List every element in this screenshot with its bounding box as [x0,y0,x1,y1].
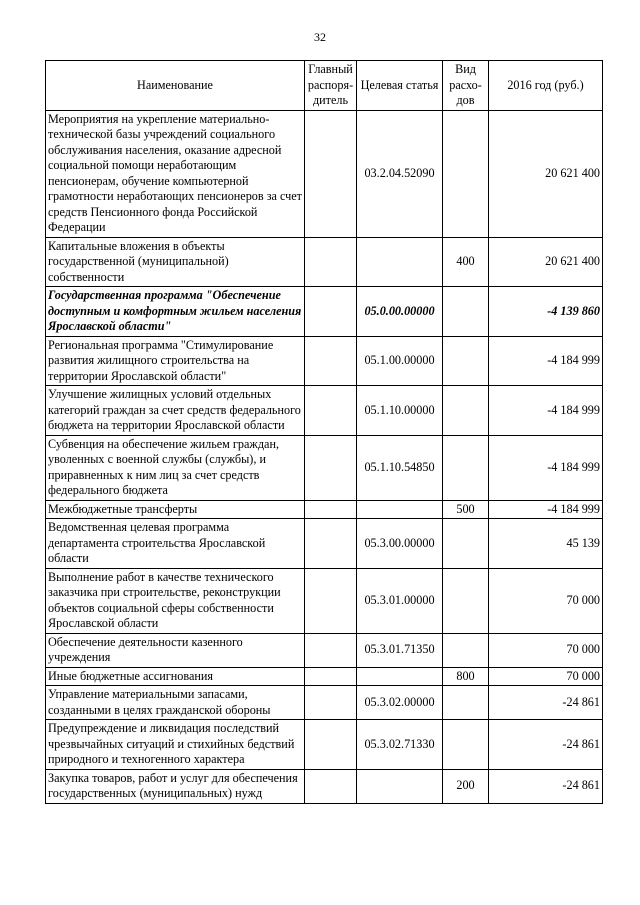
page-number: 32 [314,30,326,44]
cell-name: Межбюджетные трансферты [46,500,305,519]
cell-name: Управление материальными запасами, созданными в целях гражданской обороны [46,686,305,720]
cell-target: 05.1.00.00000 [357,336,443,386]
cell-amount: 20 621 400 [489,237,603,287]
cell-manager [305,686,357,720]
table-row [46,435,603,500]
table-row [46,500,603,519]
cell-type [443,435,489,500]
cell-target: 05.1.10.00000 [357,386,443,436]
cell-target: 05.0.00.00000 [357,287,443,337]
cell-amount: 20 621 400 [489,110,603,237]
cell-manager [305,667,357,686]
cell-manager [305,519,357,569]
cell-type [443,720,489,770]
table-row [46,686,603,720]
cell-amount: 70 000 [489,633,603,667]
cell-name: Субвенция на обеспечение жильем граждан, уволенных с военной службы (службы), и приравненных к ним лиц за счет средств федерального бюджета [46,435,305,500]
table-row [46,519,603,569]
cell-target: 03.2.04.52090 [357,110,443,237]
cell-target: 05.3.00.00000 [357,519,443,569]
table-body [46,110,603,803]
header-amount: 2016 год (руб.) [489,61,603,111]
cell-type: 200 [443,769,489,803]
cell-amount: -4 184 999 [489,386,603,436]
cell-amount: -4 184 999 [489,500,603,519]
cell-name: Капитальные вложения в объекты государственной (муниципальной) собственности [46,237,305,287]
cell-name: Мероприятия на укрепление материально-технической базы учреждений социального обслуживания населения, оказание адресной социальной помощи неработающим пенсионерам, обучение компьютерной грамотности неработающих пенсионеров за счет средств Пенсионного фонда Российской Федерации [46,110,305,237]
table-row [46,237,603,287]
cell-manager [305,500,357,519]
table-row [46,568,603,633]
header-type: Вид расхо-дов [443,61,489,111]
table-row [46,336,603,386]
cell-manager [305,769,357,803]
cell-target [357,500,443,519]
cell-manager [305,237,357,287]
table-header-row [46,61,603,111]
cell-name: Предупреждение и ликвидация последствий чрезвычайных ситуаций и стихийных бедствий природного и техногенного характера [46,720,305,770]
cell-manager [305,720,357,770]
cell-type: 800 [443,667,489,686]
table-row [46,386,603,436]
table-row [46,110,603,237]
cell-amount: 45 139 [489,519,603,569]
cell-target: 05.3.02.00000 [357,686,443,720]
cell-name: Закупка товаров, работ и услуг для обеспечения государственных (муниципальных) нужд [46,769,305,803]
cell-manager [305,336,357,386]
table-row [46,287,603,337]
cell-name: Ведомственная целевая программа департамента строительства Ярославской области [46,519,305,569]
cell-name: Обеспечение деятельности казенного учреждения [46,633,305,667]
cell-manager [305,568,357,633]
cell-amount: -4 184 999 [489,336,603,386]
budget-table [45,60,603,804]
cell-type [443,633,489,667]
table-row [46,720,603,770]
cell-name: Государственная программа "Обеспечение доступным и комфортным жильем населения Ярославской области" [46,287,305,337]
cell-amount: 70 000 [489,667,603,686]
cell-manager [305,435,357,500]
cell-target [357,769,443,803]
cell-type [443,336,489,386]
table-row [46,633,603,667]
table-row [46,769,603,803]
cell-target: 05.1.10.54850 [357,435,443,500]
cell-type [443,287,489,337]
cell-type: 500 [443,500,489,519]
cell-target: 05.3.02.71330 [357,720,443,770]
cell-name: Выполнение работ в качестве технического заказчика при строительстве, реконструкции объектов социальной сферы собственности Ярославской области [46,568,305,633]
cell-name: Иные бюджетные ассигнования [46,667,305,686]
cell-name: Региональная программа "Стимулирование развития жилищного строительства на территории Ярославской области" [46,336,305,386]
cell-type: 400 [443,237,489,287]
cell-name: Улучшение жилищных условий отдельных категорий граждан за счет средств федерального бюджета на территории Ярославской области [46,386,305,436]
cell-manager [305,110,357,237]
cell-amount: -24 861 [489,769,603,803]
cell-type [443,686,489,720]
cell-type [443,568,489,633]
cell-target [357,237,443,287]
header-name: Наименование [46,61,305,111]
header-manager: Главный распоря-дитель [305,61,357,111]
cell-type [443,110,489,237]
cell-amount: -24 861 [489,720,603,770]
cell-amount: -4 184 999 [489,435,603,500]
table-row [46,667,603,686]
cell-target: 05.3.01.71350 [357,633,443,667]
header-target: Целевая статья [357,61,443,111]
cell-manager [305,386,357,436]
cell-type [443,519,489,569]
cell-amount: -4 139 860 [489,287,603,337]
cell-target: 05.3.01.00000 [357,568,443,633]
cell-amount: -24 861 [489,686,603,720]
cell-manager [305,633,357,667]
cell-target [357,667,443,686]
cell-amount: 70 000 [489,568,603,633]
cell-type [443,386,489,436]
cell-manager [305,287,357,337]
